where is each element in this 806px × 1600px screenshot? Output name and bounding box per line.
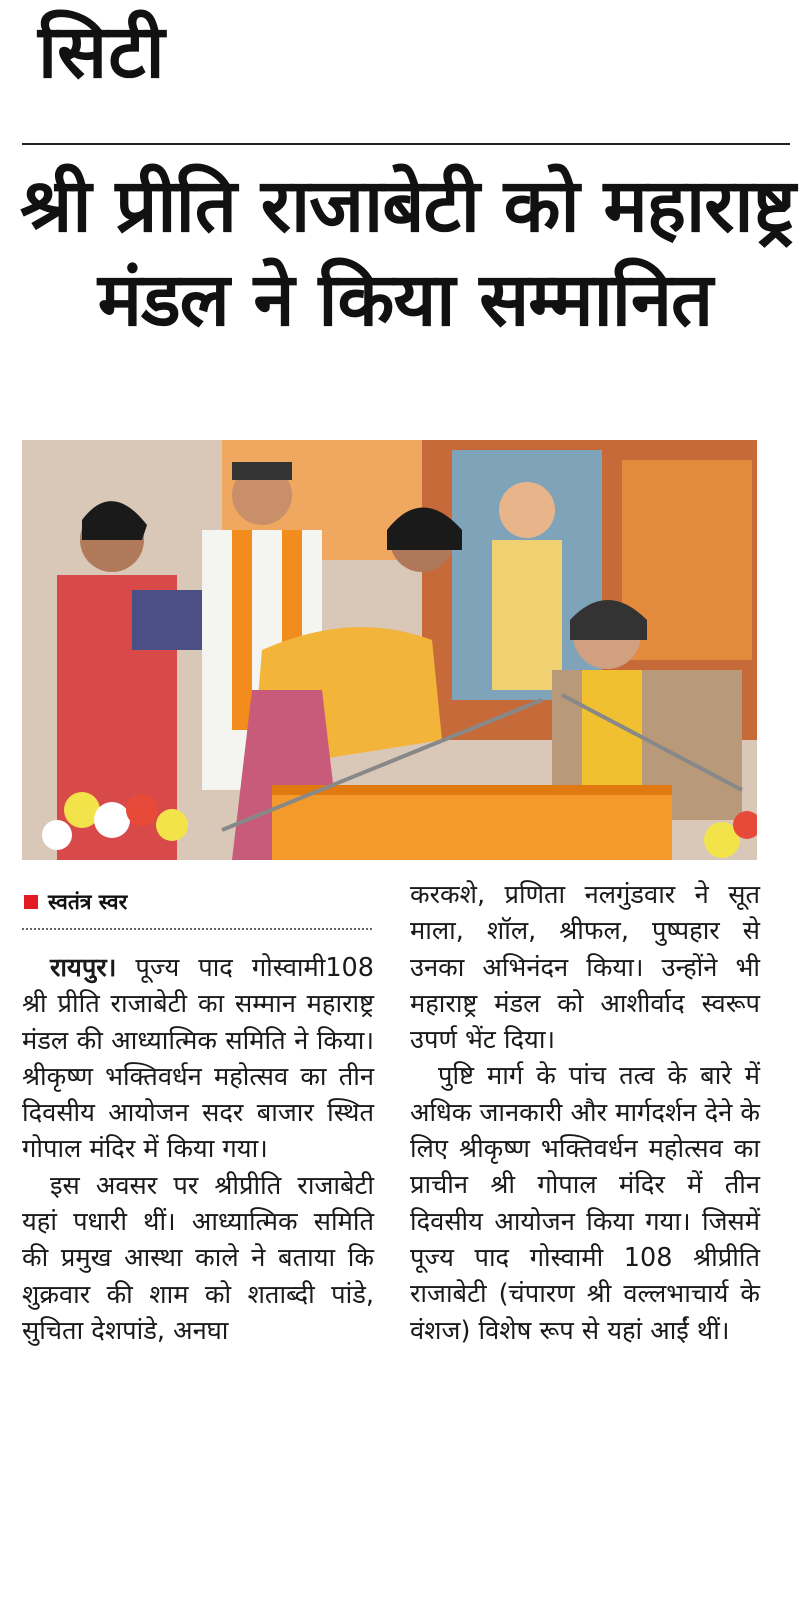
headline (20, 160, 795, 348)
section-title: सिटी (38, 9, 166, 95)
article-column-1 (22, 950, 374, 1349)
dateline: रायपुर। (50, 953, 117, 983)
news-photo (22, 440, 757, 860)
red-square-icon (24, 895, 38, 909)
paragraph-3: करकशे, प्रणिता नलगुंडवार ने सूत माला, शॉल, श्रीफल, पुष्पहार से उनका अभिनंदन किया। उन्होंने भी महाराष्ट्र मंडल को आशीर्वाद स्वरूप उपर्ण भेंट दिया। (410, 880, 760, 1056)
byline (24, 888, 374, 916)
byline-text: स्वतंत्र स्वर (48, 890, 128, 914)
top-divider (22, 143, 790, 145)
paragraph-4: पुष्टि मार्ग के पांच तत्व के बारे में अधिक जानकारी और मार्गदर्शन देने के लिए श्रीकृष्ण भक्तिवर्धन महोत्सव का प्राचीन श्री गोपाल मंदिर में तीन दिवसीय आयोजन किया गया। जिसमें पूज्य पाद गोस्वामी 108 श्रीप्रीति राजाबेटी (चंपारण श्री वल्लभाचार्य के वंशज) विशेष रूप से यहां आईं थीं। (410, 1061, 760, 1346)
article-column-2 (410, 877, 760, 1349)
headline-line-2: मंडल ने किया सम्मानित (97, 256, 713, 343)
paragraph-1: रायपुर। पूज्य पाद गोस्वामी108 श्री प्रीति राजाबेटी का सम्मान महाराष्ट्र मंडल की आध्यात्मिक समिति ने किया। श्रीकृष्ण भक्तिवर्धन महोत्सव का तीन दिवसीय आयोजन सदर बाजार स्थित गोपाल मंदिर में किया गया। (22, 953, 375, 1165)
byline-divider (22, 928, 372, 930)
photo-illustration (22, 440, 757, 860)
paragraph-2: इस अवसर पर श्रीप्रीति राजाबेटी यहां पधारी थीं। आध्यात्मिक समिति की प्रमुख आस्था काले ने बताया कि शुक्रवार की शाम को शताब्दी पांडे, सुचिता देशपांडे, अनघा (22, 1170, 374, 1346)
headline-line-1: श्री प्रीति राजाबेटी को महाराष्ट्र (20, 163, 795, 249)
